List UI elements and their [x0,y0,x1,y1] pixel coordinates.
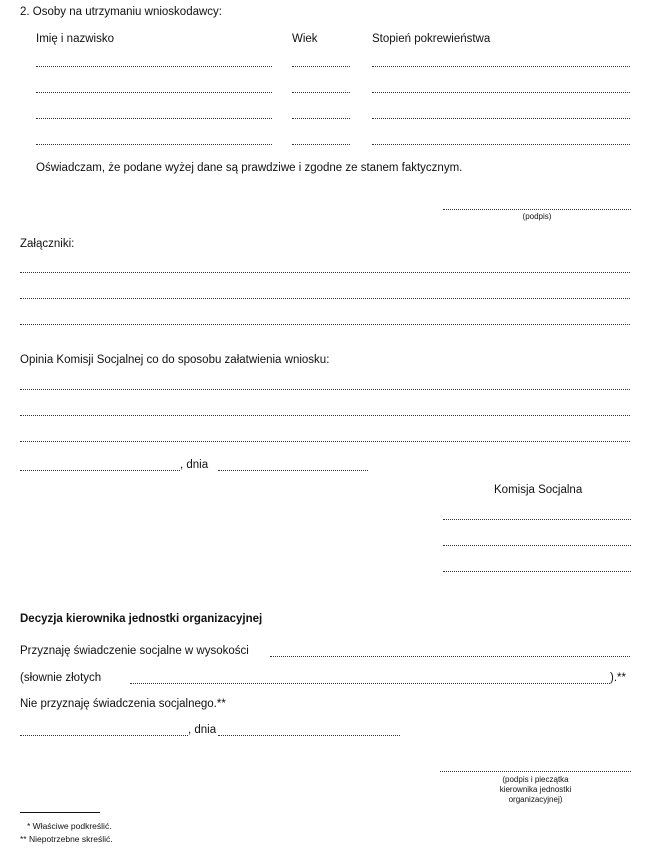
footnote-divider [20,812,100,813]
name-field[interactable] [36,118,272,119]
declaration-text: Oświadczam, że podane wyżej dane są prawdziwe i zgodne ze stanem faktycznym. [36,162,463,174]
grant-text: Przyznaję świadczenie socjalne w wysokości [20,645,249,657]
commission-signature-line[interactable] [443,519,631,520]
caption-line: (podpis i pieczątka [502,775,569,784]
relation-field[interactable] [372,66,630,67]
decision-date-label: , dnia [188,724,217,736]
caption-line: organizacyjnej) [508,795,563,804]
attachment-line[interactable] [20,324,630,325]
opinion-line[interactable] [20,441,630,442]
opinion-line[interactable] [20,389,630,390]
opinion-place-field[interactable] [20,470,180,471]
decision-title: Decyzja kierownika jednostki organizacyjnej [20,613,263,625]
name-field[interactable] [36,92,272,93]
opinion-date-field[interactable] [218,470,368,471]
footnote: * Właściwe podkreślić. [27,821,112,831]
commission-signature-line[interactable] [443,571,631,572]
commission-signature-line[interactable] [443,545,631,546]
attachment-line[interactable] [20,298,630,299]
amount-words-suffix: ).** [610,672,626,684]
age-field[interactable] [292,144,350,145]
head-signature-field[interactable] [440,771,631,772]
attachment-line[interactable] [20,272,630,273]
amount-field[interactable] [270,656,630,657]
opinion-date-label: , dnia [180,459,209,471]
footnote: ** Niepotrzebne skreślić. [20,834,113,844]
section-title: 2. Osoby na utrzymaniu wnioskodawcy: [20,6,222,18]
caption-line: kierownika jednostki [499,785,572,794]
age-field[interactable] [292,92,350,93]
column-header-name: Imię i nazwisko [36,33,114,45]
relation-field[interactable] [372,118,630,119]
relation-field[interactable] [372,144,630,145]
commission-title: Komisja Socjalna [494,484,583,496]
head-signature-caption [440,775,631,805]
opinion-line[interactable] [20,415,630,416]
decision-date-field[interactable] [218,735,400,736]
deny-text: Nie przyznaję świadczenia socjalnego.** [20,698,226,710]
signature-field[interactable] [443,209,631,210]
column-header-relation: Stopień pokrewieństwa [372,33,491,45]
relation-field[interactable] [372,92,630,93]
name-field[interactable] [36,66,272,67]
amount-words-field[interactable] [130,683,610,684]
amount-words-prefix: (słownie złotych [20,672,102,684]
column-header-age: Wiek [292,33,318,45]
opinion-label: Opinia Komisji Socjalnej co do sposobu załatwienia wniosku: [20,354,330,366]
decision-place-field[interactable] [20,735,188,736]
age-field[interactable] [292,118,350,119]
name-field[interactable] [36,144,272,145]
attachments-label: Załączniki: [20,238,75,250]
age-field[interactable] [292,66,350,67]
signature-caption: (podpis) [522,212,552,221]
